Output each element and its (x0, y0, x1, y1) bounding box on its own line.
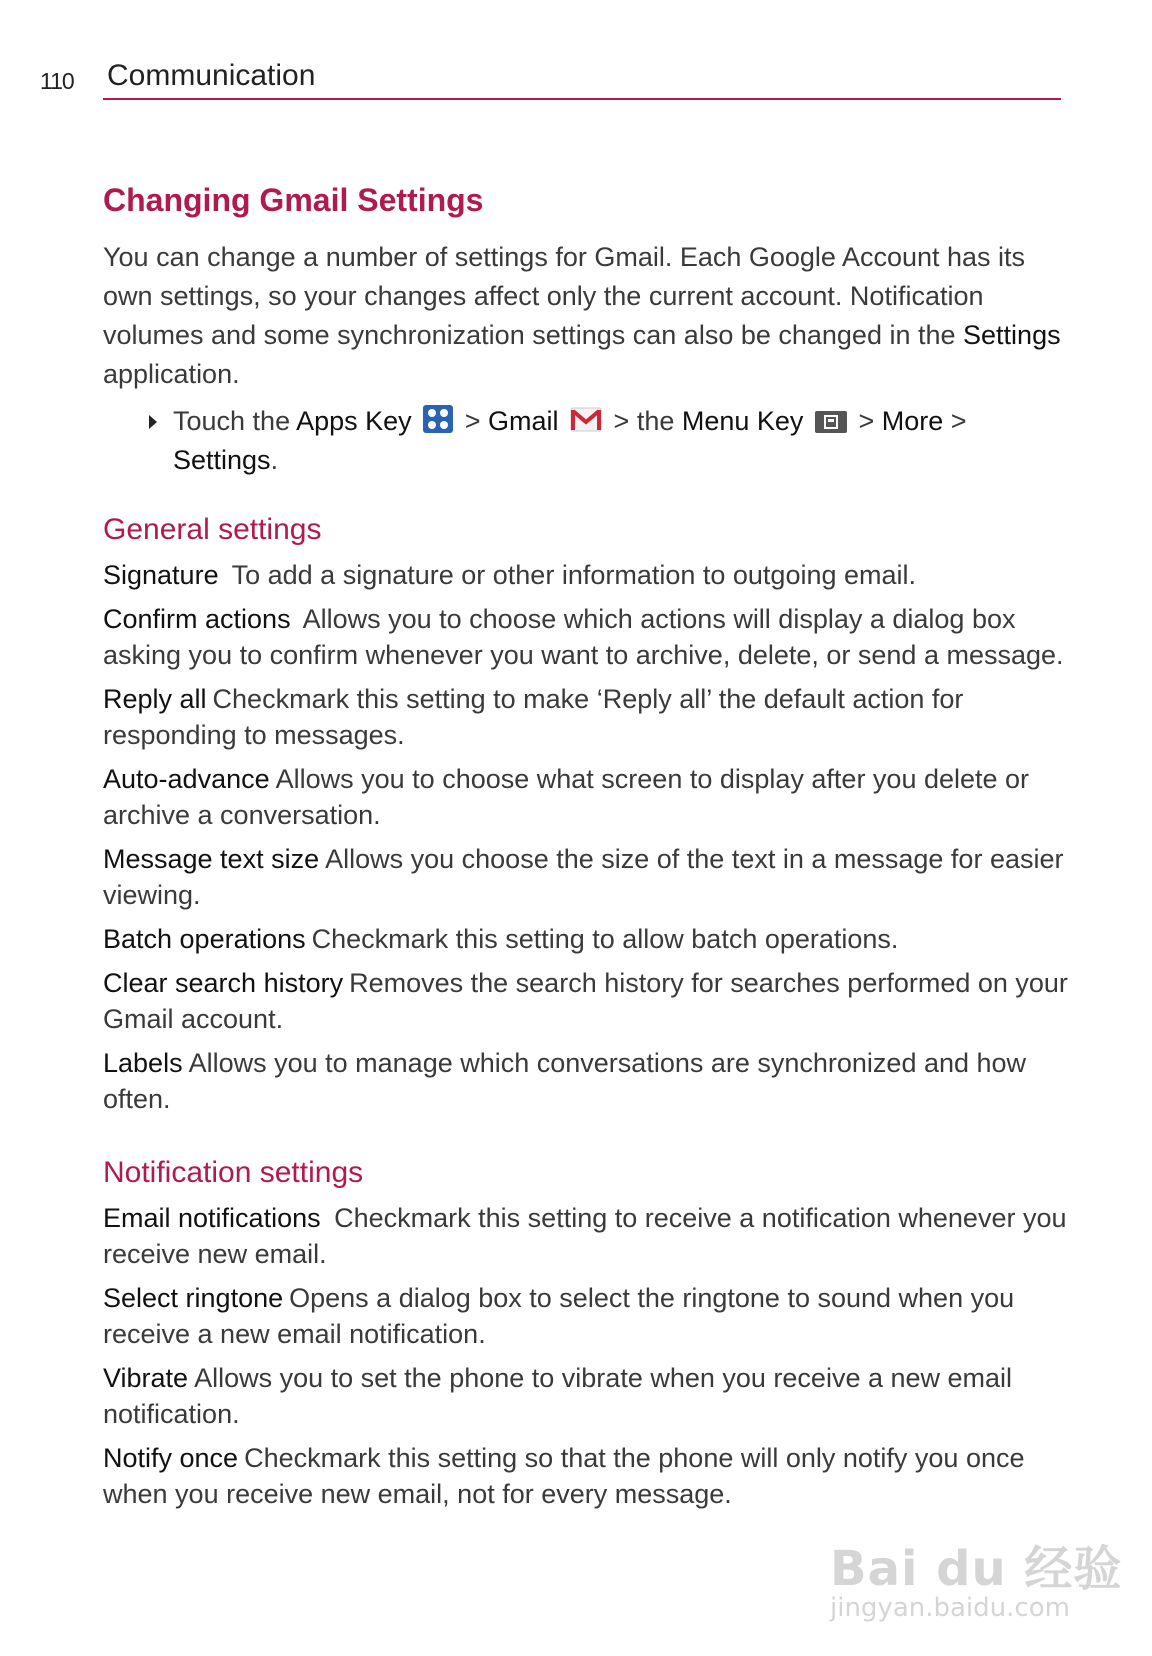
list-item: Signature To add a signature or other information to outgoing email. (103, 559, 917, 590)
gmail-icon (570, 405, 602, 433)
list-item: Clear search history Removes the search history for searches performed on your Gmail account. (103, 967, 1068, 1034)
page-number: 110 (40, 68, 74, 94)
general-settings-heading: General settings (103, 512, 322, 546)
page-title: Changing Gmail Settings (103, 182, 484, 218)
list-item: Reply all Checkmark this setting to make ‘Reply all’ the default action for responding to messages. (103, 683, 964, 750)
header-rule (103, 98, 1061, 100)
instruction-step: Touch the Apps Key > Gmail > the Menu Key > More > Settings. (103, 402, 1068, 480)
baidu-watermark: Bai du 经验 jingyan.baidu.com (830, 1541, 1123, 1623)
list-item: Confirm actions Allows you to choose which actions will display a dialog box asking you to confirm whenever you want to archive, delete, or send a message. (103, 603, 1064, 670)
notification-settings-list (103, 1200, 1068, 1512)
section-title: Communication (107, 59, 316, 92)
list-item: Select ringtone Opens a dialog box to select the ringtone to sound when you receive a new email notification. (103, 1282, 1015, 1349)
list-item: Vibrate Allows you to set the phone to vibrate when you receive a new email notification. (103, 1362, 1013, 1429)
bullet-triangle-icon (149, 415, 157, 429)
list-item: Message text size Allows you choose the size of the text in a message for easier viewing. (103, 843, 1064, 910)
intro-paragraph: You can change a number of settings for Gmail. Each Google Account has its own settings, so your changes affect only the current account. Notification volumes and some synchronization settings can also be changed in the Settings application. (103, 241, 1061, 389)
list-item: Labels Allows you to manage which conversations are synchronized and how often. (103, 1047, 1027, 1114)
menu-key-icon (815, 411, 847, 433)
list-item: Batch operations Checkmark this setting to allow batch operations. (103, 923, 899, 954)
notification-settings-heading: Notification settings (103, 1155, 364, 1189)
list-item: Email notifications Checkmark this setting to receive a notification whenever you receive new email. (103, 1202, 1067, 1269)
settings-app-name: Settings (963, 319, 1061, 350)
general-settings-list (103, 557, 1068, 1117)
list-item: Auto-advance Allows you to choose what screen to display after you delete or archive a conversation. (103, 763, 1030, 830)
list-item: Notify once Checkmark this setting so that the phone will only notify you once when you receive new email, not for every message. (103, 1442, 1025, 1509)
content (103, 180, 1068, 1520)
apps-key-icon (423, 405, 453, 433)
